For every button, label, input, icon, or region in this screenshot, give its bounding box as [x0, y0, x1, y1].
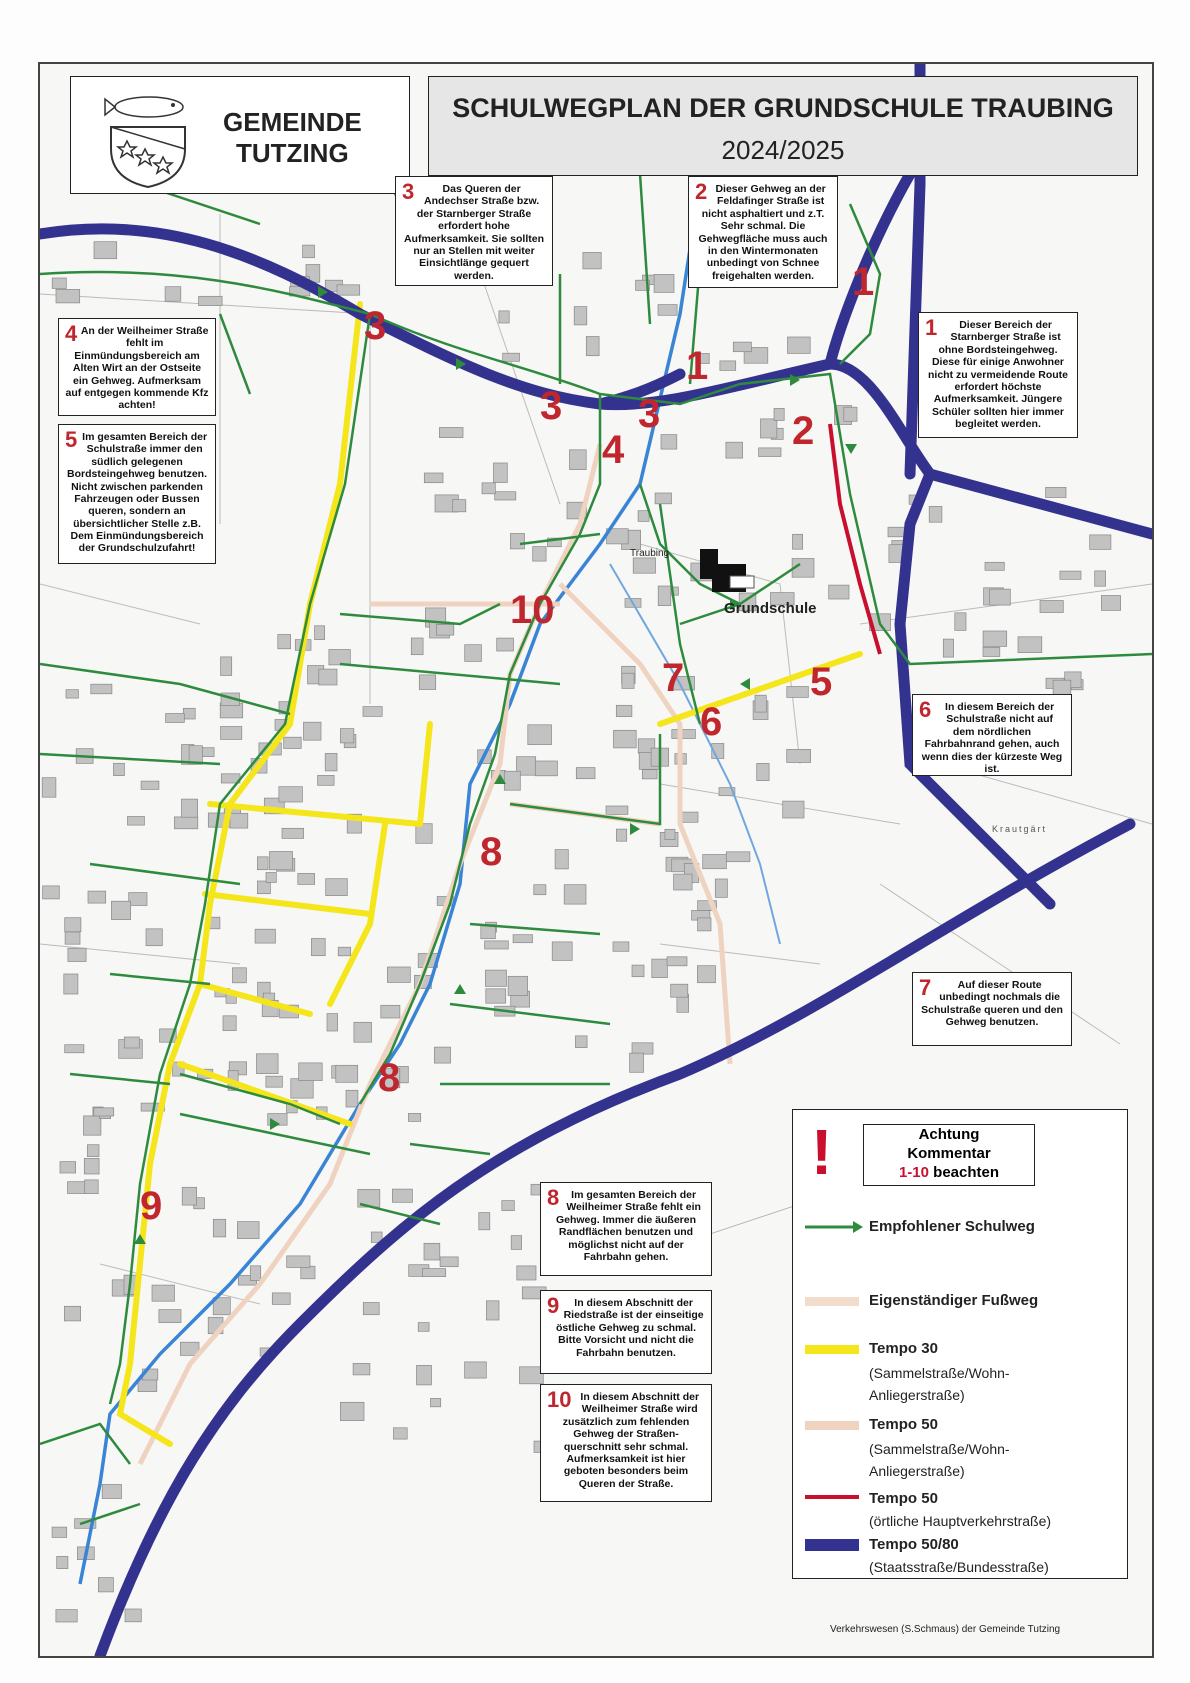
building	[363, 707, 382, 717]
building	[633, 558, 655, 573]
building	[301, 1266, 315, 1279]
note-text: Im gesamten Bereich der Weilheimer Straße fehlt ein Gehweg. Immer die äußeren Randflächen benutzen und möglichst nicht auf der Fahrbahn gehen.	[555, 1189, 701, 1263]
building	[337, 285, 360, 295]
note-number: 10	[547, 1387, 572, 1412]
building	[613, 942, 629, 951]
building	[655, 493, 671, 504]
building	[299, 1063, 323, 1081]
building	[564, 885, 586, 904]
building	[667, 957, 687, 966]
building	[616, 829, 626, 841]
building	[340, 1402, 364, 1420]
building	[672, 730, 696, 739]
achtung-line3	[864, 1163, 1034, 1182]
building	[1046, 487, 1066, 497]
note-number: 1	[925, 315, 938, 340]
building	[570, 450, 587, 470]
building	[124, 1037, 139, 1048]
note-9	[540, 1290, 712, 1374]
note-text: Dieser Bereich der Starnberger Straße ist ohne Bordsteingehweg. Diese für einige Anwohner nicht zu vermeidende Route erfordert höchste Aufmerksamkeit. Jüngere Schüler sollten hier immer begleitet werden.	[927, 319, 1069, 430]
building	[183, 708, 195, 719]
legend-sublabel: (Sammelstraße/Wohn- Anliegerstraße)	[869, 1365, 1010, 1403]
building	[278, 635, 291, 649]
building	[671, 984, 688, 997]
building	[955, 613, 966, 631]
building	[504, 771, 520, 790]
school-building	[700, 549, 754, 592]
building	[479, 1213, 490, 1230]
building	[98, 1578, 113, 1592]
building	[552, 942, 572, 961]
building	[65, 1045, 84, 1053]
legend-sublabel: (örtliche Hauptverkehrstraße)	[869, 1513, 1052, 1529]
note-text: Auf dieser Route unbedingt nochmals die Schulstraße queren und den Gehweg benutzen.	[921, 979, 1063, 1029]
building	[419, 675, 435, 690]
building	[311, 939, 325, 956]
building	[64, 974, 78, 994]
building	[88, 891, 106, 903]
building	[182, 799, 198, 817]
building	[535, 761, 557, 776]
note-1	[918, 312, 1078, 438]
creek-branch	[610, 564, 780, 944]
building	[94, 1108, 114, 1116]
municipality-name	[223, 107, 362, 169]
building	[325, 753, 337, 771]
title-header	[428, 76, 1138, 176]
building	[394, 1428, 408, 1439]
building	[510, 534, 524, 549]
building	[499, 311, 509, 323]
legend-label: Tempo 30	[869, 1340, 938, 1357]
note-number: 3	[402, 179, 415, 204]
building	[508, 976, 527, 995]
building	[642, 770, 657, 779]
building	[141, 781, 159, 789]
building	[65, 918, 81, 932]
building	[574, 307, 587, 325]
building	[434, 1047, 450, 1063]
building	[495, 492, 516, 500]
building	[720, 361, 736, 371]
building	[56, 289, 80, 303]
building	[87, 1145, 99, 1157]
place-label-krautgarten: Krautgärt	[992, 824, 1048, 834]
building	[697, 966, 715, 983]
building	[665, 829, 675, 839]
building	[298, 873, 315, 884]
green-arrow-icon	[805, 1220, 865, 1234]
building	[257, 857, 268, 870]
building	[266, 873, 276, 883]
note-number: 8	[547, 1185, 560, 1210]
building	[759, 448, 781, 457]
legend-swatch	[805, 1297, 859, 1306]
building	[652, 959, 668, 978]
building	[674, 874, 693, 890]
marker-6[interactable]: 6	[700, 700, 723, 744]
building	[182, 1187, 196, 1205]
building	[199, 296, 223, 305]
building	[517, 1266, 536, 1280]
building	[502, 1201, 515, 1211]
building	[65, 932, 80, 944]
building	[85, 1180, 99, 1194]
building	[1090, 535, 1111, 550]
building	[303, 245, 315, 258]
building	[56, 1610, 77, 1622]
building	[465, 645, 482, 662]
marker-7[interactable]: 7	[662, 656, 685, 700]
building	[485, 970, 506, 986]
building	[929, 506, 942, 522]
map-frame	[38, 62, 1154, 1658]
note-4	[58, 318, 216, 416]
building	[318, 775, 335, 785]
building	[494, 463, 508, 483]
building	[733, 342, 751, 352]
building	[387, 967, 410, 982]
building	[315, 626, 325, 640]
building	[138, 1379, 157, 1391]
building	[68, 948, 86, 961]
legend-swatch	[805, 1345, 859, 1354]
legend-sublabel: (Staatsstraße/Bundesstraße)	[869, 1559, 1049, 1575]
building	[698, 918, 711, 931]
building	[632, 1043, 653, 1054]
building	[102, 1485, 121, 1499]
building	[257, 881, 270, 894]
building	[64, 1306, 80, 1321]
coat-of-arms-icon	[103, 83, 193, 191]
building	[319, 669, 337, 685]
building	[159, 1310, 181, 1323]
building	[304, 722, 322, 740]
note-number: 2	[695, 179, 708, 204]
building	[266, 1076, 283, 1087]
legend-sublabel: (Sammelstraße/Wohn- Anliegerstraße)	[869, 1441, 1010, 1479]
building	[715, 879, 727, 897]
building	[503, 353, 520, 361]
marker-1-center[interactable]: 1	[686, 344, 709, 388]
municipality-line1: GEMEINDE	[223, 107, 362, 137]
building	[346, 1090, 358, 1107]
building	[983, 647, 1000, 656]
legend-label: Tempo 50/80	[869, 1536, 959, 1553]
building	[326, 879, 348, 896]
building	[661, 435, 677, 450]
building	[418, 1323, 429, 1332]
page-title: SCHULWEGPLAN DER GRUNDSCHULE TRAUBING	[452, 93, 1114, 123]
place-label-traubing: Traubing	[630, 548, 670, 559]
building	[84, 1158, 99, 1174]
building	[287, 1256, 310, 1268]
building	[787, 687, 809, 698]
note-3	[395, 176, 553, 286]
building	[431, 1398, 441, 1406]
note-7	[912, 972, 1072, 1046]
building	[94, 242, 117, 259]
building	[255, 929, 275, 943]
legend-swatch	[805, 1539, 859, 1551]
building	[793, 534, 803, 549]
building	[534, 885, 546, 895]
building	[223, 1016, 236, 1031]
building	[983, 631, 1007, 646]
marker-10[interactable]: 10	[510, 588, 555, 632]
building	[985, 562, 1004, 570]
note-text: Dieser Gehweg an der Feldafinger Straße ist nicht asphaltiert und z.T. Sehr schmal. Die Gehwegfläche muss auch in den Wintermonaten unbedingt von Schnee freigehalten werden.	[698, 183, 828, 282]
building	[146, 929, 162, 946]
building	[654, 274, 674, 292]
building	[829, 585, 849, 599]
building	[152, 1285, 175, 1301]
note-5	[58, 424, 216, 564]
building	[57, 1556, 68, 1568]
building	[614, 730, 637, 748]
achtung-range: 1-10	[898, 1164, 929, 1181]
building	[465, 1362, 487, 1378]
note-text: Im gesamten Bereich der Schulstraße immer den südlich gelegenen Bordsteingehweg benutzen. Nicht zwischen parkenden Fahrzeugen oder Bussen queren, sondern an übersichtlicher Stelle z.B. Dem Einmündungsbereich der Grundschulzufahrt!	[66, 431, 208, 555]
note-text: Das Queren der Andechser Straße bzw. der Starnberger Straße erfordert hohe Aufmerksamkeit. Sie sollten nur an Stellen mit weiter Einsichtlänge gequert werden.	[403, 183, 545, 282]
building	[250, 1266, 260, 1281]
building	[943, 639, 953, 657]
building	[486, 1301, 499, 1320]
building	[174, 817, 197, 829]
building	[363, 1303, 379, 1315]
building	[787, 749, 811, 762]
building	[658, 305, 677, 316]
building	[52, 278, 66, 289]
building	[282, 828, 304, 838]
marker-4[interactable]: 4	[602, 428, 625, 472]
building	[329, 650, 350, 665]
warning-icon: !	[811, 1116, 833, 1188]
building	[774, 408, 784, 420]
building	[340, 729, 353, 743]
building	[533, 547, 546, 562]
building	[440, 1257, 458, 1267]
building	[437, 624, 454, 635]
note-text: In diesem Abschnitt der Weilheimer Straße wird zusätzlich zum fehlenden Gehweg der Straßen-querschnitt sehr schmal. Aufmerksamkeit ist hier geboten besonders beim Queren der Straße.	[562, 1391, 700, 1490]
building	[555, 850, 568, 869]
building	[213, 1219, 225, 1237]
building	[680, 812, 698, 822]
building	[84, 1116, 101, 1135]
building	[43, 886, 60, 899]
building	[1060, 571, 1081, 579]
building	[237, 1222, 259, 1239]
building	[272, 1293, 290, 1305]
building	[616, 705, 632, 716]
building	[576, 768, 595, 779]
note-text: An der Weilheimer Straße fehlt im Einmündungsbereich am Alten Wirt an der Ostseite ein Gehweg. Aufmerksam auf entgegen kommende Kfz achten!	[65, 325, 209, 412]
marker-8-north[interactable]: 8	[480, 830, 503, 874]
building	[353, 1363, 370, 1375]
note-number: 6	[919, 697, 932, 722]
building	[221, 657, 232, 676]
building	[586, 337, 599, 356]
building	[1095, 571, 1106, 586]
building	[497, 638, 514, 651]
marker-5[interactable]: 5	[810, 660, 833, 704]
marker-2-feldafinger[interactable]: 2	[792, 409, 815, 453]
note-number: 9	[547, 1293, 560, 1318]
building	[575, 1036, 587, 1048]
building	[221, 727, 242, 740]
building	[528, 725, 552, 745]
building	[417, 1365, 432, 1385]
route-arrows	[134, 286, 857, 1244]
note-text: In diesem Abschnitt der Riedstraße ist der einseitige östliche Gehweg zu schmal. Bitte Vorsicht und nicht die Fahrbahn benutzen.	[555, 1297, 704, 1359]
marker-3-crossing-a[interactable]: 3	[540, 384, 563, 428]
building	[291, 1079, 313, 1098]
building	[658, 586, 671, 606]
marker-3-crossing-b[interactable]: 3	[638, 392, 661, 436]
building	[757, 763, 769, 780]
note-2	[688, 176, 838, 288]
building	[726, 442, 743, 458]
building	[424, 473, 443, 483]
building	[327, 1014, 338, 1031]
legend-swatch	[805, 1421, 859, 1430]
building	[125, 1609, 141, 1622]
building	[439, 428, 463, 438]
note-8	[540, 1182, 712, 1276]
building	[392, 1189, 412, 1202]
marker-1-north[interactable]: 1	[852, 260, 875, 304]
building	[485, 941, 509, 949]
building	[166, 714, 185, 723]
building	[52, 1527, 67, 1537]
building	[257, 1054, 279, 1074]
legend-label: Tempo 50	[869, 1490, 938, 1507]
building	[66, 690, 78, 698]
marker-9[interactable]: 9	[140, 1184, 163, 1228]
building	[279, 787, 303, 802]
legend-label: Eigenständiger Fußweg	[869, 1292, 1039, 1309]
building	[411, 638, 423, 655]
building	[270, 852, 293, 870]
marker-3-west[interactable]: 3	[364, 304, 387, 348]
building	[408, 1113, 420, 1121]
building	[60, 1162, 76, 1173]
building	[513, 935, 532, 943]
building	[583, 252, 601, 269]
marker-8-south[interactable]: 8	[378, 1056, 401, 1100]
building	[423, 1269, 446, 1277]
building	[632, 965, 644, 977]
building	[486, 989, 506, 1003]
note-10	[540, 1384, 712, 1502]
place-label-school: Grundschule	[724, 600, 817, 617]
building	[111, 901, 130, 919]
building	[129, 893, 147, 906]
building	[336, 1065, 358, 1082]
note-text: In diesem Bereich der Schulstraße nicht auf dem nördlichen Fahrbahnrand gehen, auch wenn dies der kürzeste Weg ist.	[921, 701, 1063, 775]
building	[128, 817, 145, 826]
building	[381, 1005, 400, 1018]
building	[761, 419, 777, 438]
building	[755, 695, 766, 712]
building	[284, 737, 302, 748]
achtung-line1: Achtung	[918, 1126, 980, 1143]
building	[630, 1053, 644, 1072]
building	[622, 673, 634, 688]
note-6	[912, 694, 1072, 776]
building	[482, 483, 495, 494]
building	[788, 337, 811, 353]
note-number: 5	[65, 427, 78, 452]
legend-label: Empfohlener Schulweg	[869, 1218, 1035, 1235]
building	[783, 801, 804, 818]
building	[165, 287, 181, 302]
building	[354, 1022, 372, 1042]
building	[703, 855, 727, 869]
building	[453, 500, 466, 512]
note-number: 4	[65, 321, 78, 346]
municipality-line2: TUTZING	[236, 138, 349, 168]
building	[638, 511, 649, 522]
building	[424, 1243, 440, 1260]
building	[42, 778, 56, 798]
building	[91, 684, 112, 694]
building	[1018, 637, 1042, 653]
building	[606, 806, 628, 814]
building	[233, 968, 247, 983]
municipality-header	[70, 76, 410, 194]
legend-label: Tempo 50	[869, 1416, 938, 1433]
building	[511, 1236, 521, 1250]
building	[726, 852, 750, 862]
building	[1040, 601, 1063, 613]
legend-swatch	[805, 1495, 859, 1499]
note-number: 7	[919, 975, 932, 1000]
building	[114, 763, 125, 775]
building	[338, 947, 351, 956]
building	[230, 813, 248, 828]
building	[990, 589, 1011, 605]
achtung-box	[863, 1124, 1035, 1186]
footer-credit: Verkehrswesen (S.Schmaus) der Gemeinde Tutzing	[830, 1624, 1061, 1635]
school-year: 2024/2025	[721, 134, 845, 165]
building	[844, 407, 857, 421]
achtung-suffix: beachten	[933, 1164, 1000, 1181]
map-legend	[792, 1109, 1128, 1579]
building	[1101, 596, 1120, 611]
achtung-line2: Kommentar	[907, 1145, 991, 1162]
